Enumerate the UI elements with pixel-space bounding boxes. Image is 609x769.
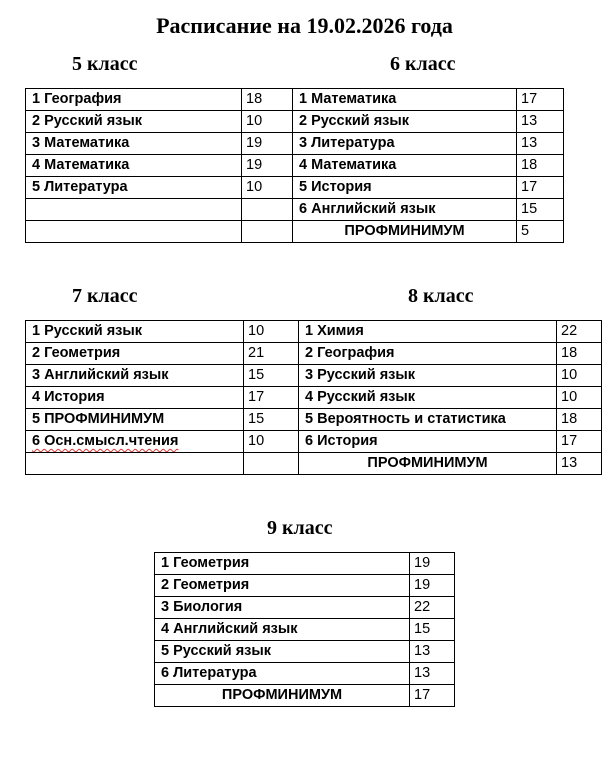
table-row — [155, 619, 455, 641]
class-5-table — [25, 88, 293, 243]
subject-cell: 3 Литература — [293, 133, 517, 155]
subject-cell: 3 Русский язык — [299, 365, 557, 387]
class-8-heading: 8 класс — [408, 285, 474, 307]
table-row — [299, 431, 602, 453]
subject-cell: 2 География — [299, 343, 557, 365]
subject-cell: 5 Русский язык — [155, 641, 410, 663]
table-row — [155, 641, 455, 663]
room-cell: 10 — [244, 431, 299, 453]
room-cell: 18 — [242, 89, 293, 111]
subject-cell — [26, 431, 244, 453]
table-row — [26, 387, 299, 409]
subject-cell: 2 Русский язык — [26, 111, 242, 133]
table-row — [26, 365, 299, 387]
room-cell: 15 — [244, 409, 299, 431]
subject-cell: 2 Геометрия — [155, 575, 410, 597]
class-9-heading: 9 класс — [267, 517, 333, 539]
subject-cell: 1 География — [26, 89, 242, 111]
table-row — [299, 387, 602, 409]
room-cell: 22 — [410, 597, 455, 619]
profminimum-cell: ПРОФМИНИМУМ — [299, 453, 557, 475]
subject-cell: 1 Геометрия — [155, 553, 410, 575]
subject-cell: 6 История — [299, 431, 557, 453]
subject-cell: 2 Русский язык — [293, 111, 517, 133]
table-row — [26, 133, 293, 155]
table-row — [26, 431, 299, 453]
room-cell: 19 — [410, 553, 455, 575]
subject-cell — [26, 199, 242, 221]
subject-cell — [26, 453, 244, 475]
table-row — [293, 199, 564, 221]
room-cell: 13 — [557, 453, 602, 475]
table-row — [293, 177, 564, 199]
table-row — [26, 343, 299, 365]
room-cell: 18 — [557, 409, 602, 431]
table-row — [26, 89, 293, 111]
room-cell: 21 — [244, 343, 299, 365]
table-row — [155, 553, 455, 575]
table-row — [26, 321, 299, 343]
table-row — [293, 133, 564, 155]
room-cell: 13 — [517, 111, 564, 133]
table-row — [299, 409, 602, 431]
room-cell: 15 — [244, 365, 299, 387]
room-cell: 10 — [244, 321, 299, 343]
table-row — [293, 89, 564, 111]
class-9-table — [154, 552, 455, 707]
table-row — [299, 343, 602, 365]
subject-cell: 3 Биология — [155, 597, 410, 619]
subject-cell: 3 Английский язык — [26, 365, 244, 387]
table-row — [299, 365, 602, 387]
room-cell: 10 — [557, 365, 602, 387]
subject-cell: 5 Литература — [26, 177, 242, 199]
profminimum-cell: ПРОФМИНИМУМ — [155, 685, 410, 707]
subject-cell: 4 Математика — [293, 155, 517, 177]
subject-cell: 3 Математика — [26, 133, 242, 155]
class-8-table — [298, 320, 602, 475]
room-cell: 17 — [244, 387, 299, 409]
class-5-heading: 5 класс — [72, 53, 138, 75]
subject-cell: 4 Английский язык — [155, 619, 410, 641]
subject-cell: 5 История — [293, 177, 517, 199]
table-row — [155, 685, 455, 707]
table-row — [293, 111, 564, 133]
room-cell: 10 — [242, 177, 293, 199]
table-row — [299, 321, 602, 343]
table-row — [155, 663, 455, 685]
table-row — [26, 409, 299, 431]
spellcheck-underlined-text: 6 Осн.смысл.чтения — [32, 433, 179, 449]
room-cell — [242, 199, 293, 221]
subject-cell: 1 Химия — [299, 321, 557, 343]
subject-cell: 5 ПРОФМИНИМУМ — [26, 409, 244, 431]
table-row — [155, 575, 455, 597]
room-cell: 15 — [517, 199, 564, 221]
class-6-table — [292, 88, 564, 243]
table-row — [155, 597, 455, 619]
subject-cell: 4 История — [26, 387, 244, 409]
room-cell: 10 — [242, 111, 293, 133]
subject-cell: 1 Русский язык — [26, 321, 244, 343]
room-cell: 19 — [410, 575, 455, 597]
room-cell: 5 — [517, 221, 564, 243]
room-cell: 18 — [557, 343, 602, 365]
room-cell: 17 — [517, 89, 564, 111]
subject-cell: 4 Русский язык — [299, 387, 557, 409]
class-6-heading: 6 класс — [390, 53, 456, 75]
table-row — [26, 155, 293, 177]
page-title: Расписание на 19.02.2026 года — [156, 13, 453, 38]
class-7-heading: 7 класс — [72, 285, 138, 307]
table-row — [26, 221, 293, 243]
room-cell: 18 — [517, 155, 564, 177]
subject-cell: 5 Вероятность и статистика — [299, 409, 557, 431]
room-cell: 17 — [557, 431, 602, 453]
table-row — [26, 453, 299, 475]
room-cell: 13 — [517, 133, 564, 155]
profminimum-cell: ПРОФМИНИМУМ — [293, 221, 517, 243]
room-cell — [242, 221, 293, 243]
room-cell: 19 — [242, 155, 293, 177]
subject-cell: 1 Математика — [293, 89, 517, 111]
room-cell: 15 — [410, 619, 455, 641]
room-cell: 13 — [410, 663, 455, 685]
room-cell: 10 — [557, 387, 602, 409]
table-row — [299, 453, 602, 475]
table-row — [26, 177, 293, 199]
room-cell: 17 — [517, 177, 564, 199]
room-cell — [244, 453, 299, 475]
class-7-table — [25, 320, 299, 475]
table-row — [293, 221, 564, 243]
table-row — [26, 199, 293, 221]
room-cell: 13 — [410, 641, 455, 663]
subject-cell: 2 Геометрия — [26, 343, 244, 365]
subject-cell — [26, 221, 242, 243]
subject-cell: 6 Английский язык — [293, 199, 517, 221]
room-cell: 19 — [242, 133, 293, 155]
room-cell: 22 — [557, 321, 602, 343]
table-row — [26, 111, 293, 133]
table-row — [293, 155, 564, 177]
subject-cell: 6 Литература — [155, 663, 410, 685]
room-cell: 17 — [410, 685, 455, 707]
subject-cell: 4 Математика — [26, 155, 242, 177]
